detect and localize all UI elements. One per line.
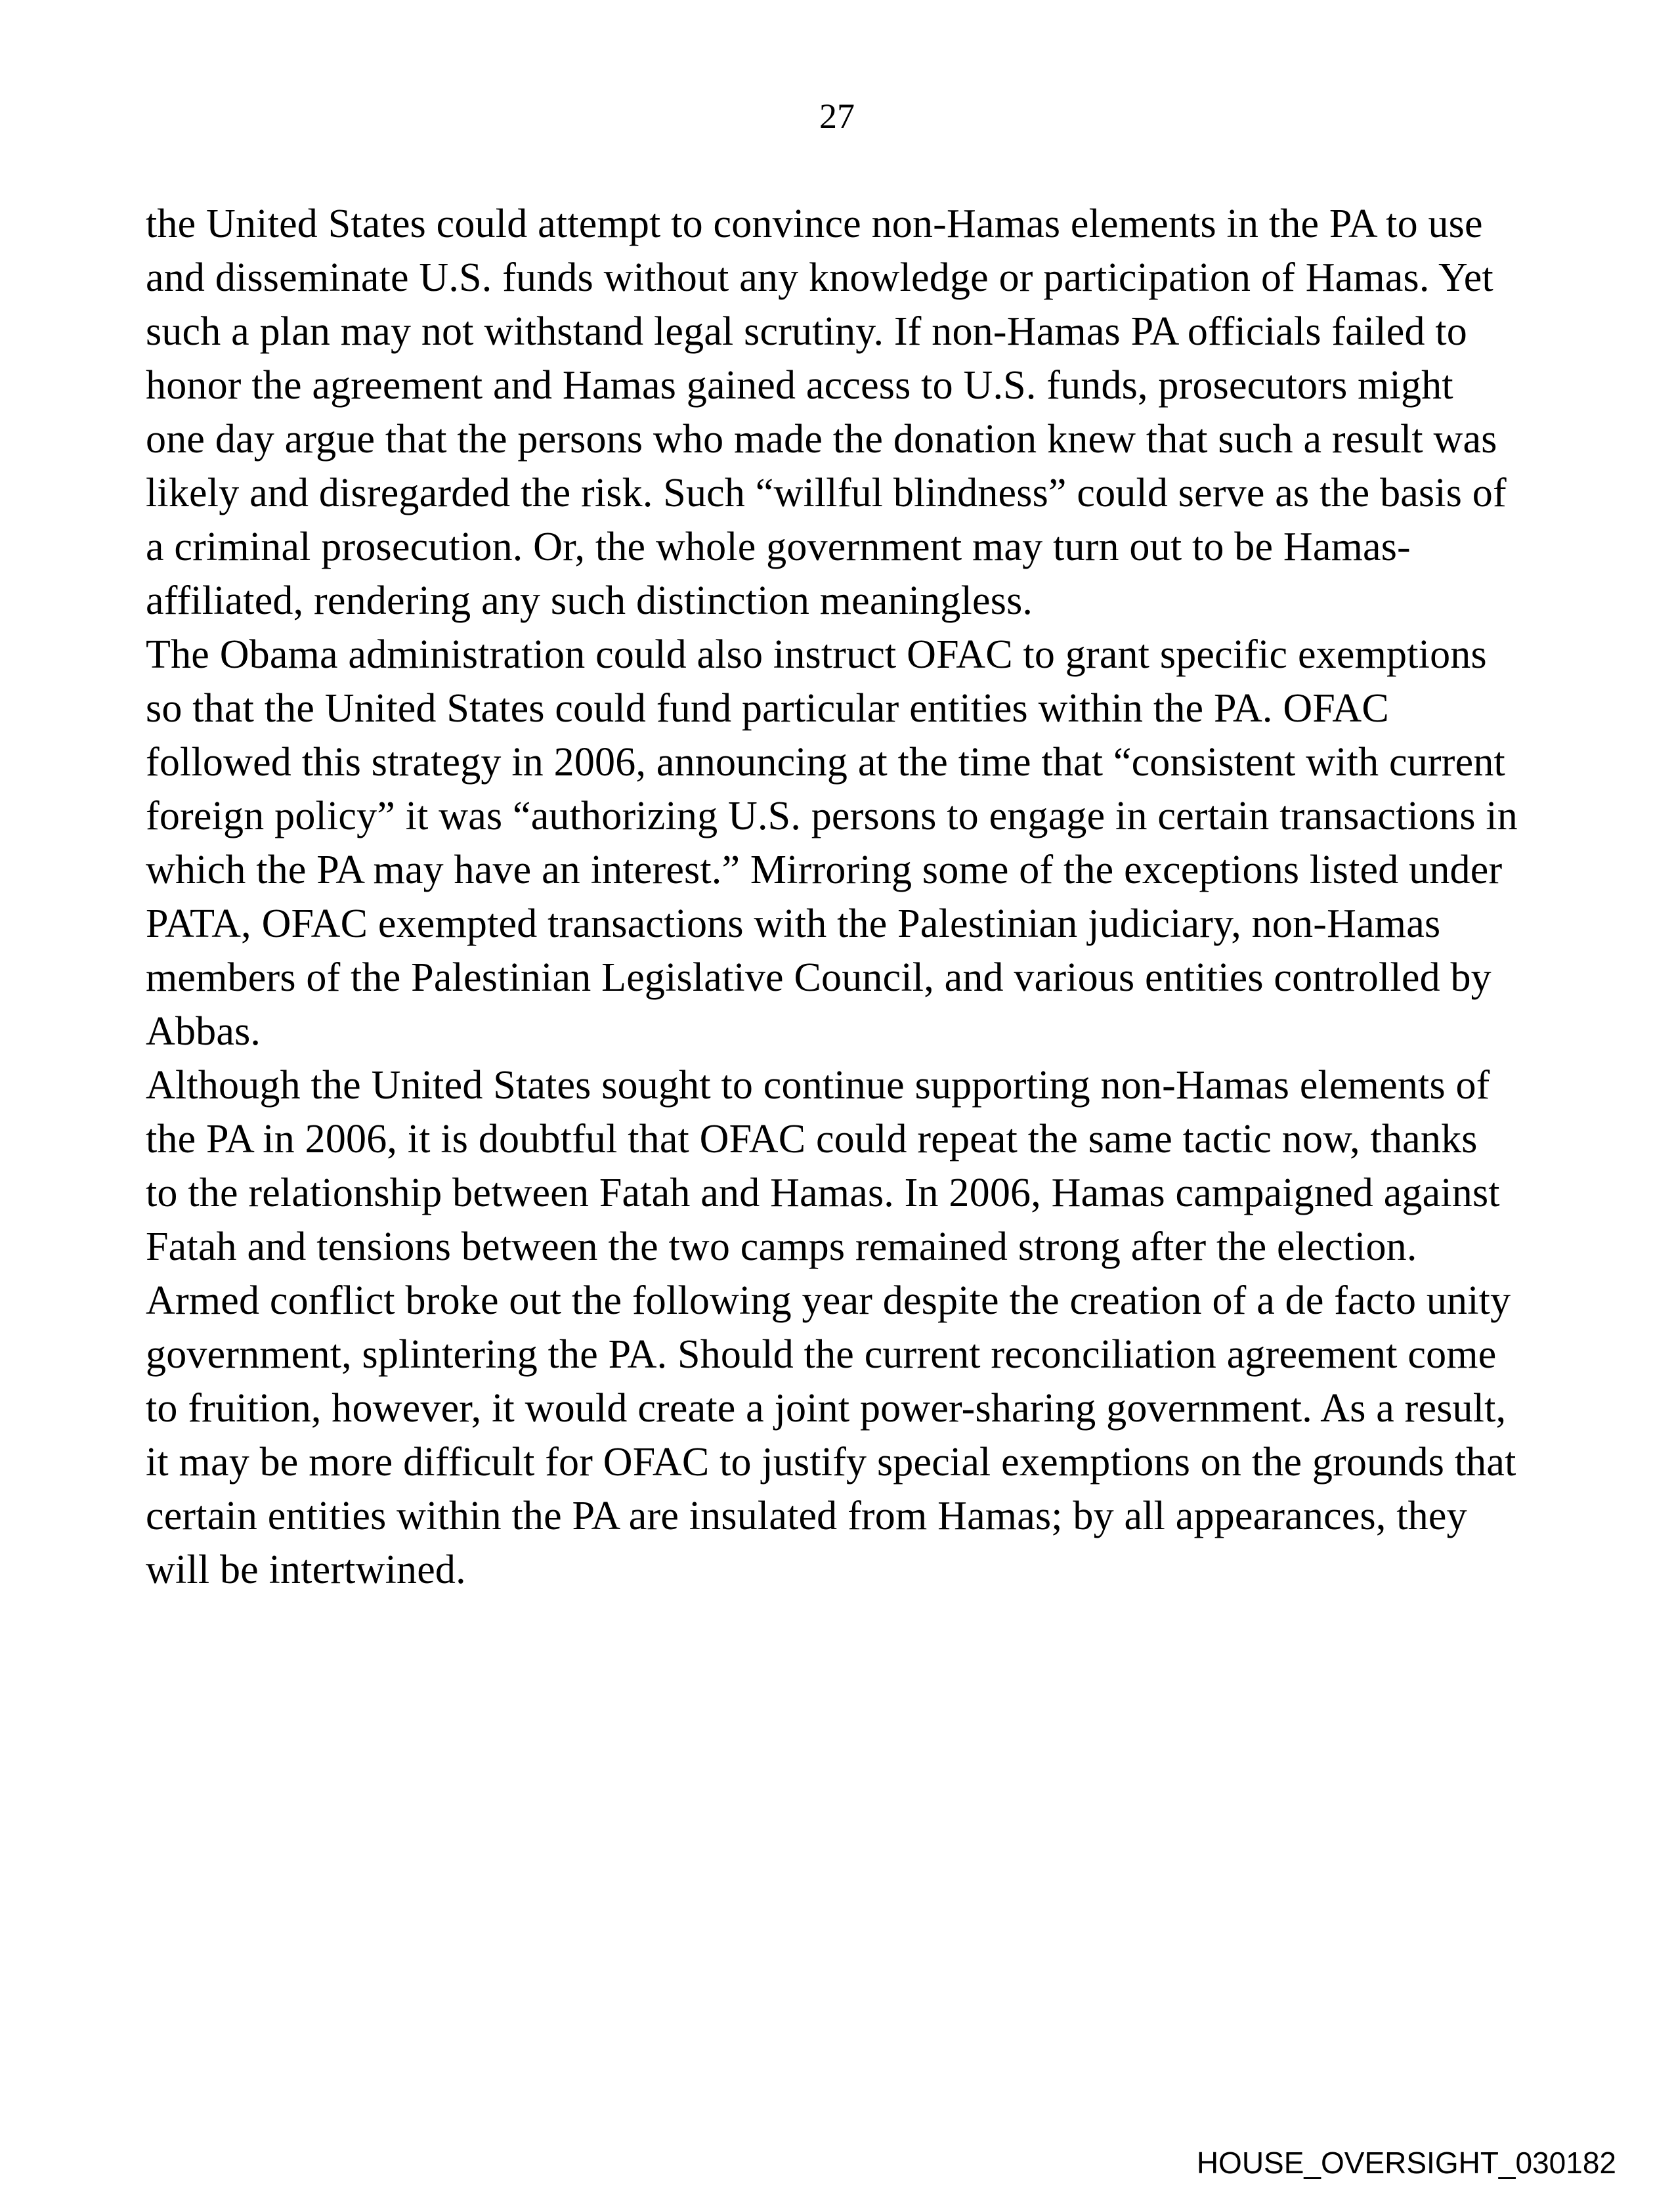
- paragraph-3: Although the United States sought to continue supporting non-Hamas elements of the PA in 2006, it is doubtful that OFAC could repeat the same tactic now, thanks to the relationship between Fatah and Hamas. In 2006, Hamas campaigned against Fatah and tensions between the two camps remained strong after the election. Armed conflict broke out the following year despite the creation of a de facto unity government, splintering the PA. Should the current reconciliation agreement come to fruition, however, it would create a joint power-sharing government. As a result, it may be more difficult for OFAC to justify special exemptions on the grounds that certain entities within the PA are insulated from Hamas; by all appearances, they will be intertwined.: [146, 1063, 1516, 1592]
- bates-stamp: HOUSE_OVERSIGHT_030182: [1196, 2146, 1616, 2180]
- paragraph-1: the United States could attempt to convince non-Hamas elements in the PA to use and disseminate U.S. funds without any knowledge or participation of Hamas. Yet such a plan may not withstand legal scrutiny. If non-Hamas PA officials failed to honor the agreement and Hamas gained access to U.S. funds, prosecutors might one day argue that the persons who made the donation knew that such a result was likely and disregarded the risk. Such “willful blindness” could serve as the basis of a criminal prosecution. Or, the whole government may turn out to be Hamas-affiliated, rendering any such distinction meaningless.: [146, 202, 1507, 623]
- page-number: 27: [819, 97, 855, 136]
- paragraph-2: The Obama administration could also instruct OFAC to grant specific exemptions so that the United States could fund particular entities within the PA. OFAC followed this strategy in 2006, announcing at the time that “consistent with current foreign policy” it was “authorizing U.S. persons to engage in certain transactions in which the PA may have an interest.” Mirroring some of the exceptions listed under PATA, OFAC exempted transactions with the Palestinian judiciary, non-Hamas members of the Palestinian Legislative Council, and various entities controlled by Abbas.: [146, 632, 1518, 1054]
- body-text: [146, 197, 1518, 1597]
